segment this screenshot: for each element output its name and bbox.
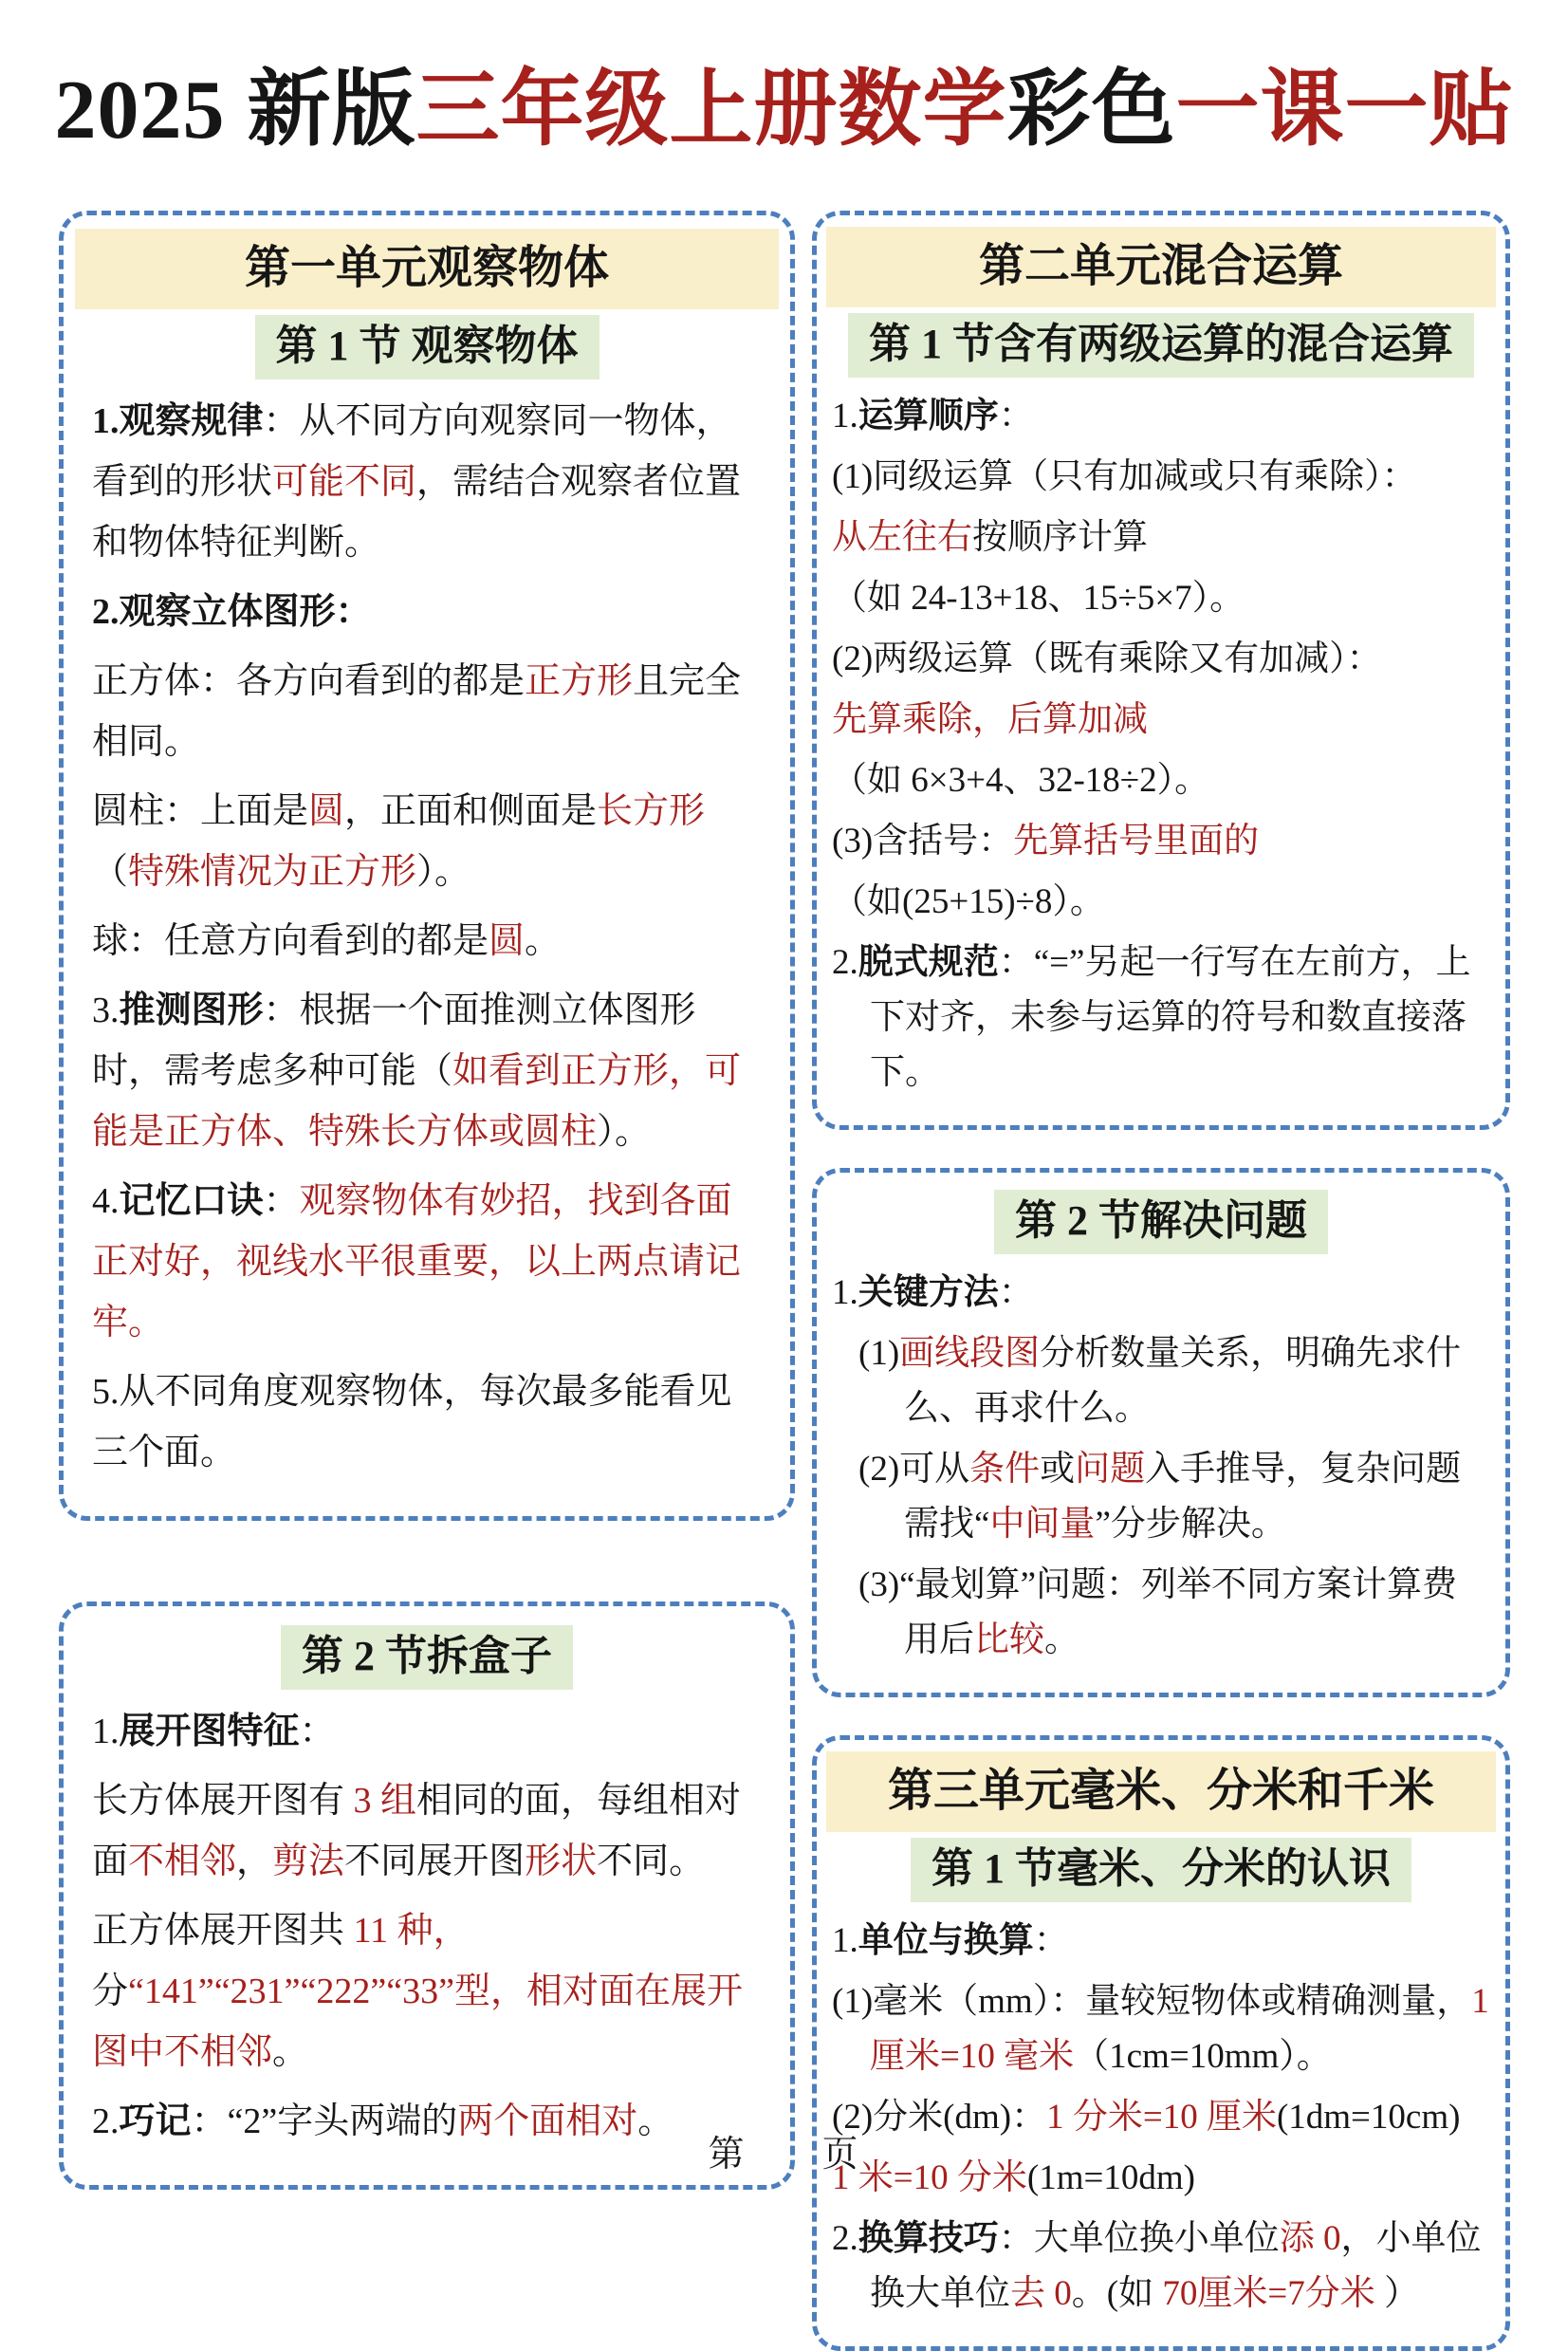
note-paragraph: (2)两级运算（既有乘除又有加减）：	[832, 639, 1382, 678]
note-paragraph: 2.换算技巧：大单位换小单位添 0，小单位换大单位去 0。(如 70厘米=7分米 ）	[832, 2219, 1482, 2314]
note-paragraph: (2)分米(dm)：1 分米=10 厘米(1dm=10cm)	[832, 2098, 1461, 2138]
unit2-section1-header-row	[832, 313, 1490, 378]
right-column	[812, 211, 1510, 2351]
note-paragraph: 5.从不同角度观察物体，每次最多能看见三个面。	[92, 1371, 732, 1472]
unit2-mixed-operations-box	[812, 211, 1510, 1130]
note-paragraph: （如 6×3+4、32-18÷2）。	[832, 760, 1210, 800]
unit3-section1-header: 第 1 节毫米、分米的认识	[911, 1838, 1411, 1902]
unit2-header: 第二单元混合运算	[826, 227, 1496, 307]
unit1-header: 第一单元观察物体	[75, 229, 779, 309]
note-paragraph: (1)同级运算（只有加减或只有乘除）：	[832, 456, 1417, 496]
page-footer: 第 页	[708, 2135, 860, 2175]
unit1-unfold-box	[59, 1601, 795, 2190]
note-paragraph: 球：任意方向看到的都是圆。	[92, 920, 562, 961]
note-paragraph: 1.观察规律：从不同方向观察同一物体，看到的形状可能不同，需结合观察者位置和物体特征判断。	[92, 400, 742, 563]
unit2-section2-header: 第 2 节解决问题	[994, 1190, 1328, 1254]
note-paragraph: （如(25+15)÷8）。	[832, 881, 1105, 921]
unit2-section2-header-row	[832, 1190, 1490, 1254]
page-title: 2025 新版三年级上册数学彩色一课一贴	[54, 65, 1514, 157]
note-paragraph: 2.巧记：“2”字头两端的两个面相对。	[92, 2101, 674, 2142]
note-paragraph: 2.脱式规范：“=”另起一行写在左前方，上下对齐，未参与运算的符号和数直接落下。	[832, 942, 1471, 1092]
unit1-section2-header-row	[92, 1625, 762, 1690]
unit3-header: 第三单元毫米、分米和千米	[826, 1751, 1496, 1832]
note-paragraph: 2.观察立体图形：	[92, 591, 372, 632]
unit3-length-units-box	[812, 1735, 1510, 2351]
note-paragraph: 3.推测图形：根据一个面推测立体图形时，需考虑多种可能（如看到正方形，可能是正方体、特殊长方体或圆柱）。	[92, 990, 742, 1152]
unit2-section1-header: 第 1 节含有两级运算的混合运算	[848, 313, 1474, 378]
note-paragraph: 1.展开图特征：	[92, 1712, 336, 1752]
unit1-section1-header: 第 1 节 观察物体	[255, 315, 600, 379]
note-paragraph: (2)可从条件或问题入手推导，复杂问题需找“中间量”分步解决。	[858, 1450, 1462, 1545]
unit1-observe-objects-box	[59, 211, 795, 1521]
note-paragraph: 1.运算顺序：	[832, 396, 1034, 435]
note-paragraph: (3)“最划算”问题：列举不同方案计算费用后比较。	[858, 1565, 1457, 1660]
note-paragraph: 1 米=10 分米(1m=10dm)	[832, 2158, 1195, 2198]
unit3-section1-header-row	[832, 1838, 1490, 1902]
unit1-section1-header-row	[92, 315, 762, 379]
note-paragraph: 正方体展开图共 11 种，分“141”“231”“222”“33”型，相对面在展开图中不相邻。	[92, 1911, 743, 2073]
unit1-section2-header: 第 2 节拆盒子	[281, 1625, 573, 1690]
note-paragraph: 1.单位与换算：	[832, 1921, 1069, 1961]
left-column	[59, 211, 795, 2190]
note-paragraph: (1)画线段图分析数量关系，明确先求什么、再求什么。	[858, 1334, 1462, 1429]
note-paragraph: (3)含括号：先算括号里面的	[832, 821, 1260, 861]
unit2-problem-solving-box	[812, 1168, 1510, 1697]
note-paragraph: 正方体：各方向看到的都是正方形且完全相同。	[92, 660, 742, 762]
note-paragraph: 长方体展开图有 3 组相同的面，每组相对面不相邻，剪法不同展开图形状不同。	[92, 1781, 742, 1882]
note-paragraph: (1)毫米（mm）：量较短物体或精确测量，1 厘米=10 毫米（1cm=10mm）。	[832, 1982, 1489, 2077]
note-paragraph: 从左往右按顺序计算	[832, 517, 1148, 557]
note-paragraph: 圆柱：上面是圆，正面和侧面是长方形（特殊情况为正方形）。	[92, 790, 706, 892]
note-paragraph: （如 24-13+18、15÷5×7）。	[832, 578, 1245, 618]
note-paragraph: 4.记忆口诀：观察物体有妙招，找到各面正对好，视线水平很重要，以上两点请记牢。	[92, 1180, 742, 1342]
note-paragraph: 1.关键方法：	[832, 1273, 1034, 1313]
note-paragraph: 先算乘除，后算加减	[832, 699, 1148, 739]
